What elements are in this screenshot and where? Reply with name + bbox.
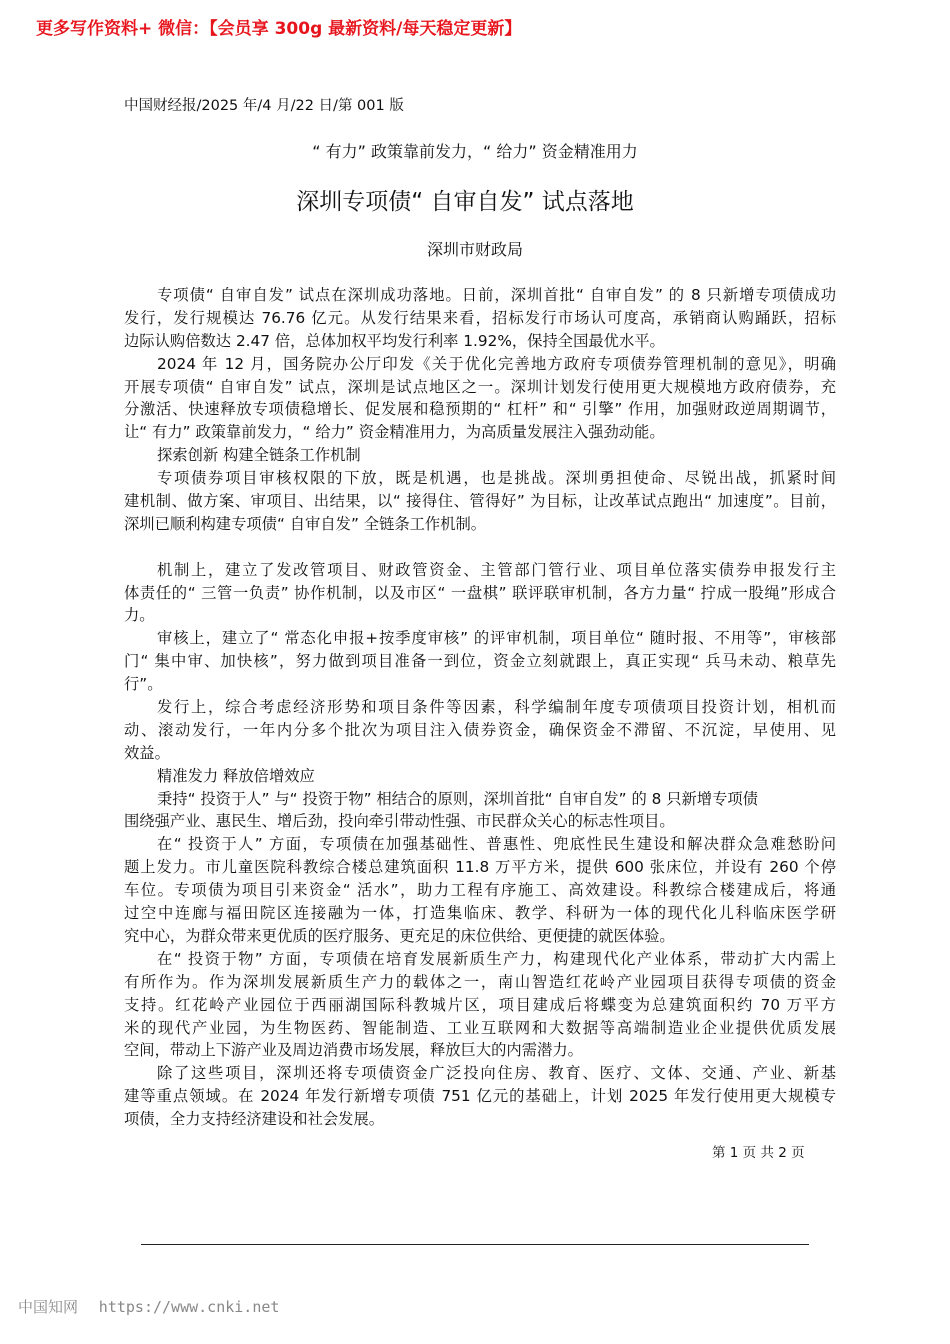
paragraph-line: 项债，全力支持经济建设和社会发展。 — [124, 1110, 385, 1129]
paragraph-line: 在“ 投资于人” 方面，专项债在加强基础性、普惠性、兜底性民生建设和解决群众急难愁盼问 — [157, 835, 836, 854]
footer-url-link[interactable]: https://www.cnki.net — [98, 1298, 280, 1316]
paragraph-line: 空间，带动上下游产业及周边消费市场发展，释放巨大的内需潜力。 — [124, 1041, 583, 1060]
paragraph-line: 究中心，为群众带来更优质的医疗服务、更充足的床位供给、更便捷的就医体验。 — [124, 926, 675, 945]
section-heading: 精准发力 释放倍增效应 — [157, 766, 315, 785]
paragraph-line: 围绕强产业、惠民生、增后劲，投向牵引带动性强、市民群众关心的标志性项目。 — [124, 812, 675, 831]
paragraph-line: 深圳已顺利构建专项债“ 自审自发” 全链条工作机制。 — [124, 514, 487, 533]
page-indicator: 第 1 页 共 2 页 — [712, 1145, 805, 1161]
paragraph-line: 除了这些项目，深圳还将专项债资金广泛投向住房、教育、医疗、文体、交通、产业、新基 — [157, 1064, 836, 1083]
paragraph-line: 题上发力。市儿童医院科教综合楼总建筑面积 11.8 万平方米，提供 600 张床位，并设有 260 个停 — [124, 858, 836, 877]
source-line: 中国财经报/2025 年/4 月/22 日/第 001 版 — [124, 98, 404, 114]
paragraph-line: 过空中连廊与福田院区连接融为一体，打造集临床、教学、科研为一体的现代化儿科临床医学研 — [124, 904, 836, 923]
paragraph-line: 车位。专项债为项目引来资金“ 活水”，助力工程有序施工、高效建设。科教综合楼建成后，将通 — [124, 881, 836, 900]
paragraph-line: 建机制、做方案、审项目、出结果，以“ 接得住、管得好” 为目标，让改革试点跑出“ 加速度”。目前， — [124, 492, 836, 511]
paragraph-line: 开展专项债“ 自审自发” 试点，深圳是试点地区之一。深圳计划发行使用更大规模地方政府债券，充 — [124, 377, 836, 396]
article-title: 深圳专项债“ 自审自发” 试点落地 — [296, 189, 634, 215]
paragraph-line: 边际认购倍数达 2.47 倍，总体加权平均发行利率 1.92%，保持全国最优水平。 — [124, 331, 665, 350]
paragraph-line: 专项债“ 自审自发” 试点在深圳成功落地。日前，深圳首批“ 自审自发” 的 8 只新增专项债成功 — [157, 286, 836, 304]
section-heading: 探索创新 构建全链条工作机制 — [157, 446, 361, 465]
footer-divider — [141, 1244, 809, 1245]
footer — [18, 1296, 279, 1317]
paragraph-line: 建等重点领域。在 2024 年发行新增专项债 751 亿元的基础上，计划 2025 年发行使用更大规模专 — [124, 1087, 836, 1106]
paragraph-line: 体责任的“ 三管一负责” 协作机制，以及市区“ 一盘棋” 联评联审机制，各方力量“ 拧成一股绳”形成合 — [124, 583, 836, 602]
paragraph-line: 有所作为。作为深圳发展新质生产力的载体之一，南山智造红花岭产业园项目获得专项债的资金 — [124, 972, 836, 991]
paragraph-line: 行”。 — [124, 675, 163, 694]
paragraph-line: 发行上，综合考虑经济形势和项目条件等因素，科学编制年度专项债项目投资计划，相机而 — [157, 698, 836, 717]
blank-line — [124, 536, 836, 559]
paragraph-line: 力。 — [124, 606, 155, 625]
article-subtitle: “ 有力” 政策靠前发力，“ 给力” 资金精准用力 — [312, 142, 638, 161]
paragraph-line: 分激活、快速释放专项债稳增长、促发展和稳预期的“ 杠杆” 和“ 引擎” 作用，加强财政逆周期调节， — [124, 400, 836, 419]
article-body — [124, 284, 836, 1131]
paragraph-line: 米的现代产业园，为生物医药、智能制造、工业互联网和大数据等高端制造业企业提供优质发展 — [124, 1018, 836, 1037]
paragraph-line: 2024 年 12 月，国务院办公厅印发《关于优化完善地方政府专项债券管理机制的意见》，明确 — [157, 354, 836, 373]
paragraph-line: 让“ 有力” 政策靠前发力，“ 给力” 资金精准用力，为高质量发展注入强劲动能。 — [124, 423, 665, 442]
footer-site-name: 中国知网 — [18, 1298, 79, 1316]
paragraph-line: 在“ 投资于物” 方面，专项债在培育发展新质生产力，构建现代化产业体系，带动扩大内需上 — [157, 949, 836, 968]
article-author: 深圳市财政局 — [426, 240, 523, 259]
paragraph-line: 门“ 集中审、加快核”，努力做到项目准备一到位，资金立刻就跟上，真正实现“ 兵马未动、粮草先 — [124, 652, 836, 671]
paragraph-line: 审核上，建立了“ 常态化申报+按季度审核” 的评审机制，项目单位“ 随时报、不用等”，审核部 — [157, 629, 836, 648]
paragraph-line: 动、滚动发行，一年内分多个批次为项目注入债券资金，确保资金不滞留、不沉淀，早使用、见 — [124, 720, 836, 739]
promo-banner: 更多写作资料+ 微信：【会员享 300g 最新资料/每天稳定更新】 — [36, 19, 522, 39]
paragraph-line: 专项债券项目审核权限的下放，既是机遇，也是挑战。深圳勇担使命、尽锐出战，抓紧时间 — [157, 469, 836, 488]
paragraph-line: 机制上，建立了发改管项目、财政管资金、主管部门管行业、项目单位落实债券申报发行主 — [157, 560, 836, 579]
paragraph-line: 发行，发行规模达 76.76 亿元。从发行结果来看，招标发行市场认可度高，承销商认购踊跃，招标 — [124, 308, 836, 327]
paragraph-line: 效益。 — [124, 743, 170, 762]
paragraph-line: 秉持“ 投资于人” 与“ 投资于物” 相结合的原则，深圳首批“ 自审自发” 的 8 只新增专项债 — [157, 789, 758, 808]
paragraph-line: 支持。红花岭产业园位于西丽湖国际科教城片区，项目建成后将蝶变为总建筑面积约 70 万平方 — [124, 995, 836, 1014]
